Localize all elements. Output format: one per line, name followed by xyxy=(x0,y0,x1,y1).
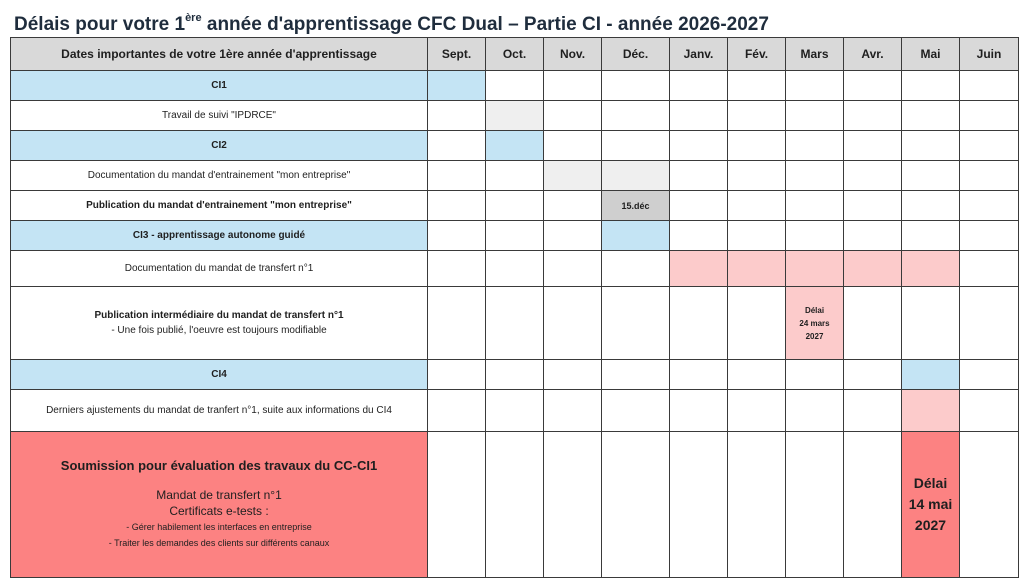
timeline-cell xyxy=(486,101,544,131)
soumission-mandat: Mandat de transfert n°1 xyxy=(156,488,282,502)
table-row xyxy=(11,161,1019,191)
timeline-cell xyxy=(602,221,670,251)
month-header: Janv. xyxy=(670,38,728,71)
timeline-cell xyxy=(902,390,960,432)
row-label-soumission xyxy=(11,432,428,578)
table-row xyxy=(11,131,1019,161)
empty-cell xyxy=(728,432,786,578)
empty-cell xyxy=(670,360,728,390)
timeline-cell xyxy=(902,360,960,390)
table-row xyxy=(11,101,1019,131)
empty-cell xyxy=(428,191,486,221)
empty-cell xyxy=(544,101,602,131)
empty-cell xyxy=(602,71,670,101)
empty-cell xyxy=(728,71,786,101)
empty-cell xyxy=(786,131,844,161)
empty-cell xyxy=(728,390,786,432)
soumission-certificats: Certificats e-tests : xyxy=(169,504,269,518)
header-row xyxy=(11,38,1019,71)
schedule-table xyxy=(10,37,1019,578)
empty-cell xyxy=(544,390,602,432)
empty-cell xyxy=(786,390,844,432)
empty-cell xyxy=(670,161,728,191)
empty-cell xyxy=(902,131,960,161)
empty-cell xyxy=(544,131,602,161)
month-header: Juin xyxy=(960,38,1019,71)
empty-cell xyxy=(902,191,960,221)
month-header: Mars xyxy=(786,38,844,71)
timeline-cell xyxy=(544,161,602,191)
empty-cell xyxy=(960,161,1019,191)
table-row xyxy=(11,251,1019,287)
table-row xyxy=(11,221,1019,251)
table-row xyxy=(11,432,1019,578)
month-header: Sept. xyxy=(428,38,486,71)
empty-cell xyxy=(960,71,1019,101)
deadline-cell: Délai 14 mai 2027 xyxy=(902,432,960,578)
deadline-cell: Délai 24 mars 2027 xyxy=(786,287,844,360)
empty-cell xyxy=(670,287,728,360)
empty-cell xyxy=(844,221,902,251)
empty-cell xyxy=(486,161,544,191)
empty-cell xyxy=(670,221,728,251)
empty-cell xyxy=(728,191,786,221)
row-label-pub-entrainement: Publication du mandat d'entrainement "mon entreprise" xyxy=(11,191,428,221)
empty-cell xyxy=(428,432,486,578)
empty-cell xyxy=(786,101,844,131)
empty-cell xyxy=(486,251,544,287)
header-label: Dates importantes de votre 1ère année d'apprentissage xyxy=(11,38,428,71)
row-label-ci1: CI1 xyxy=(11,71,428,101)
pub-inter-title: Publication intermédiaire du mandat de transfert n°1 xyxy=(94,310,344,321)
deadline-cell: 15.déc xyxy=(602,191,670,221)
empty-cell xyxy=(728,287,786,360)
month-header: Fév. xyxy=(728,38,786,71)
empty-cell xyxy=(544,71,602,101)
empty-cell xyxy=(428,161,486,191)
empty-cell xyxy=(486,287,544,360)
empty-cell xyxy=(960,287,1019,360)
row-label-doc-transfert: Documentation du mandat de transfert n°1 xyxy=(11,251,428,287)
table-row xyxy=(11,360,1019,390)
empty-cell xyxy=(428,390,486,432)
empty-cell xyxy=(844,191,902,221)
empty-cell xyxy=(428,287,486,360)
empty-cell xyxy=(428,360,486,390)
month-header: Mai xyxy=(902,38,960,71)
empty-cell xyxy=(728,131,786,161)
empty-cell xyxy=(902,71,960,101)
empty-cell xyxy=(486,71,544,101)
empty-cell xyxy=(486,191,544,221)
empty-cell xyxy=(428,221,486,251)
row-label-doc-entrainement: Documentation du mandat d'entrainement "mon entreprise" xyxy=(11,161,428,191)
empty-cell xyxy=(960,251,1019,287)
empty-cell xyxy=(670,432,728,578)
empty-cell xyxy=(844,287,902,360)
empty-cell xyxy=(728,360,786,390)
empty-cell xyxy=(960,390,1019,432)
empty-cell xyxy=(486,390,544,432)
empty-cell xyxy=(786,360,844,390)
empty-cell xyxy=(960,191,1019,221)
empty-cell xyxy=(486,432,544,578)
timeline-cell xyxy=(428,71,486,101)
empty-cell xyxy=(670,131,728,161)
empty-cell xyxy=(602,390,670,432)
empty-cell xyxy=(786,161,844,191)
empty-cell xyxy=(602,360,670,390)
timeline-cell xyxy=(486,131,544,161)
empty-cell xyxy=(844,131,902,161)
empty-cell xyxy=(960,131,1019,161)
empty-cell xyxy=(670,71,728,101)
timeline-cell xyxy=(844,251,902,287)
table-row xyxy=(11,287,1019,360)
empty-cell xyxy=(960,432,1019,578)
empty-cell xyxy=(544,251,602,287)
empty-cell xyxy=(786,191,844,221)
table-row xyxy=(11,71,1019,101)
empty-cell xyxy=(486,360,544,390)
row-label-ci2: CI2 xyxy=(11,131,428,161)
empty-cell xyxy=(544,287,602,360)
empty-cell xyxy=(902,221,960,251)
row-label-pub-inter xyxy=(11,287,428,360)
month-header: Déc. xyxy=(602,38,670,71)
row-label-suivi: Travail de suivi "IPDRCE" xyxy=(11,101,428,131)
empty-cell xyxy=(602,432,670,578)
empty-cell xyxy=(428,131,486,161)
empty-cell xyxy=(786,221,844,251)
table-row xyxy=(11,191,1019,221)
empty-cell xyxy=(602,251,670,287)
empty-cell xyxy=(602,287,670,360)
empty-cell xyxy=(428,251,486,287)
empty-cell xyxy=(486,221,544,251)
empty-cell xyxy=(844,390,902,432)
empty-cell xyxy=(670,191,728,221)
empty-cell xyxy=(960,221,1019,251)
empty-cell xyxy=(844,71,902,101)
empty-cell xyxy=(902,101,960,131)
empty-cell xyxy=(728,161,786,191)
empty-cell xyxy=(544,360,602,390)
empty-cell xyxy=(602,131,670,161)
row-label-ajustements: Derniers ajustements du mandat de tranfert n°1, suite aux informations du CI4 xyxy=(11,390,428,432)
empty-cell xyxy=(544,221,602,251)
empty-cell xyxy=(786,71,844,101)
table-row xyxy=(11,390,1019,432)
empty-cell xyxy=(844,161,902,191)
timeline-cell xyxy=(786,251,844,287)
soumission-title: Soumission pour évaluation des travaux du CC-CI1 xyxy=(60,458,378,473)
month-header: Nov. xyxy=(544,38,602,71)
timeline-cell xyxy=(728,251,786,287)
row-label-ci4: CI4 xyxy=(11,360,428,390)
pub-inter-note: - Une fois publié, l'oeuvre est toujours modifiable xyxy=(111,325,327,336)
empty-cell xyxy=(670,390,728,432)
page-title: Délais pour votre 1ère année d'apprentissage CFC Dual – Partie CI - année 2026-2027 xyxy=(14,12,769,35)
empty-cell xyxy=(544,432,602,578)
empty-cell xyxy=(902,161,960,191)
empty-cell xyxy=(844,101,902,131)
soumission-item: - Traiter les demandes des clients sur différents canaux xyxy=(108,538,330,548)
empty-cell xyxy=(728,101,786,131)
timeline-cell xyxy=(670,251,728,287)
month-header: Avr. xyxy=(844,38,902,71)
empty-cell xyxy=(902,287,960,360)
row-label-ci3: CI3 - apprentissage autonome guidé xyxy=(11,221,428,251)
empty-cell xyxy=(844,360,902,390)
empty-cell xyxy=(544,191,602,221)
timeline-cell xyxy=(602,161,670,191)
empty-cell xyxy=(960,101,1019,131)
empty-cell xyxy=(670,101,728,131)
empty-cell xyxy=(428,101,486,131)
empty-cell xyxy=(602,101,670,131)
soumission-item: - Gérer habilement les interfaces en entreprise xyxy=(126,522,312,532)
empty-cell xyxy=(728,221,786,251)
empty-cell xyxy=(844,432,902,578)
month-header: Oct. xyxy=(486,38,544,71)
empty-cell xyxy=(960,360,1019,390)
timeline-cell xyxy=(902,251,960,287)
empty-cell xyxy=(786,432,844,578)
